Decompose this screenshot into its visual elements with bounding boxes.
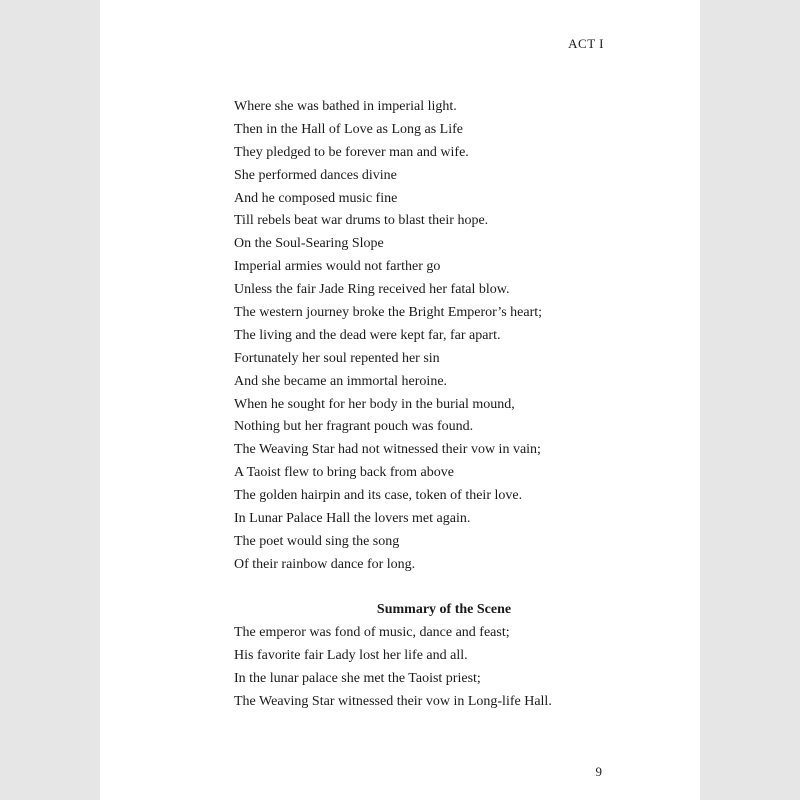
poem-line: The living and the dead were kept far, far apart. <box>234 327 501 343</box>
poem-line: In Lunar Palace Hall the lovers met again. <box>234 511 471 527</box>
poem-line: The poet would sing the song <box>234 533 400 549</box>
page-number: 9 <box>595 764 602 779</box>
poem-line: The western journey broke the Bright Emperor’s heart; <box>234 305 543 321</box>
poem-line: Imperial armies would not farther go <box>234 259 441 275</box>
poem-line: Where she was bathed in imperial light. <box>234 99 457 114</box>
poem-line: The Weaving Star had not witnessed their vow in vain; <box>234 442 541 458</box>
poem-line: On the Soul-Searing Slope <box>234 236 384 252</box>
poem-line: Till rebels beat war drums to blast their hope. <box>234 213 489 229</box>
poem-line: She performed dances divine <box>234 167 397 183</box>
summary-line: The Weaving Star witnessed their vow in Long-life Hall. <box>234 693 552 709</box>
running-head: ACT I <box>568 36 604 51</box>
poem-line: A Taoist flew to bring back from above <box>234 465 454 481</box>
poem-line: And she became an immortal heroine. <box>234 373 448 389</box>
poem-line: Unless the fair Jade Ring received her fatal blow. <box>234 282 510 298</box>
poem-line: Fortunately her soul repented her sin <box>234 350 440 366</box>
poem-line: Of their rainbow dance for long. <box>234 556 416 572</box>
book-page <box>100 0 700 800</box>
scene-summary <box>234 599 654 714</box>
summary-line: His favorite fair Lady lost her life and all. <box>234 647 468 663</box>
summary-line: In the lunar palace she met the Taoist priest; <box>234 670 481 686</box>
poem-line: Nothing but her fragrant pouch was found. <box>234 419 474 435</box>
poem-line: The golden hairpin and its case, token of their love. <box>234 488 523 504</box>
poem-line: When he sought for her body in the burial mound, <box>234 396 515 412</box>
poem-line: And he composed music fine <box>234 190 398 206</box>
poem-line: They pledged to be forever man and wife. <box>234 144 469 160</box>
summary-title: Summary of the Scene <box>376 602 512 617</box>
poem-body <box>234 96 654 577</box>
poem-line: Then in the Hall of Love as Long as Life <box>234 121 463 137</box>
summary-line: The emperor was fond of music, dance and feast; <box>234 625 510 640</box>
